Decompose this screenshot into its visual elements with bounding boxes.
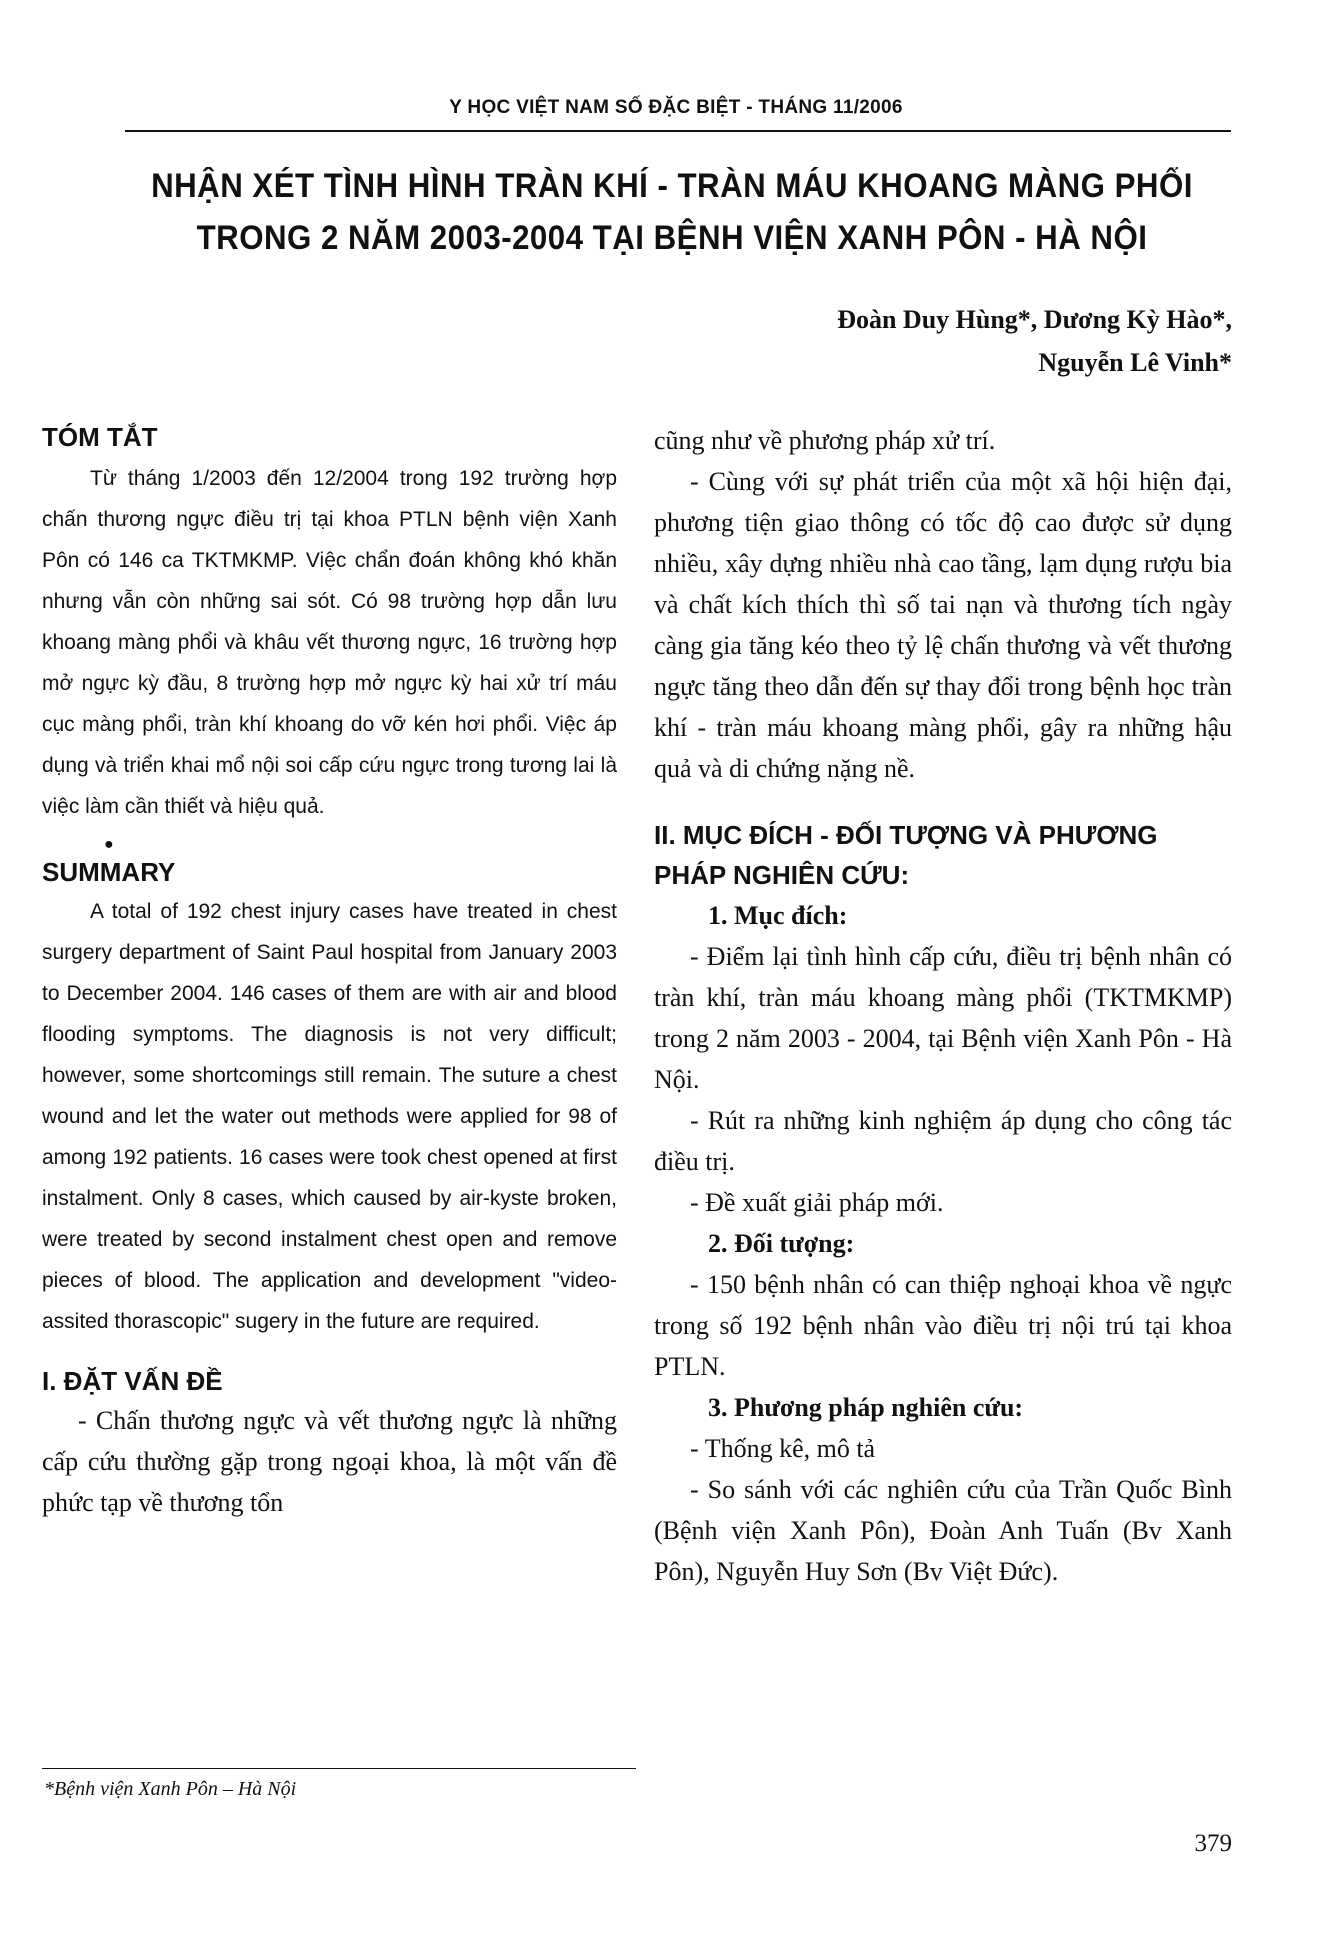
subsection-subjects-title: 2. Đối tượng:: [708, 1229, 855, 1258]
section-1-paragraph-1: - Chấn thương ngực và vết thương ngực là những cấp cứu thường gặp trong ngoại khoa, là một vấn đề phức tạp về thương tổn: [42, 1406, 617, 1517]
title-line-1: NHẬN XÉT TÌNH HÌNH TRÀN KHÍ - TRÀN MÁU KHOANG MÀNG PHỔI: [151, 167, 1193, 205]
objective-item-1: - Điểm lại tình hình cấp cứu, điều trị bệnh nhân có tràn khí, tràn máu khoang màng phổi (TKTMKMP) trong 2 năm 2003 - 2004, tại Bệnh viện Xanh Pôn - Hà Nội.: [654, 942, 1232, 1094]
footnote: *Bệnh viện Xanh Pôn – Hà Nội: [44, 1778, 297, 1800]
subjects-item-1: - 150 bệnh nhân có can thiệp nghoại khoa về ngực trong số 192 bệnh nhân vào điều trị nội trú tại khoa PTLN.: [654, 1270, 1232, 1381]
header-rule: [125, 130, 1231, 132]
authors-line-1: Đoàn Duy Hùng*, Dương Kỳ Hào*,: [837, 305, 1232, 334]
objective-item-3: - Đề xuất giải pháp mới.: [690, 1188, 944, 1217]
section-1-paragraph-2: - Cùng với sự phát triển của một xã hội hiện đại, phương tiện giao thông có tốc độ cao được sử dụng nhiều, xây dựng nhiều nhà cao tầng, lạm dụng rượu bia và chất kích thích thì số tai nạn và thương tích ngày càng gia tăng kéo theo tỷ lệ chấn thương và vết thương ngực tăng theo dẫn đến sự thay đổi trong bệnh học tràn khí - tràn máu khoang màng phổi, gây ra những hậu quả và di chứng nặng nề.: [654, 467, 1232, 783]
authors-line-2: Nguyễn Lê Vinh*: [1038, 348, 1232, 377]
journal-header: Y HỌC VIỆT NAM SỐ ĐẶC BIỆT - THÁNG 11/2006: [449, 97, 903, 118]
tom-tat-heading: TÓM TẮT: [42, 422, 158, 452]
methods-item-2: - So sánh với các nghiên cứu của Trần Quốc Bình (Bệnh viện Xanh Pôn), Đoàn Anh Tuấn (Bv Xanh Pôn), Nguyễn Huy Sơn (Bv Việt Đức).: [654, 1475, 1232, 1586]
methods-item-1: - Thống kê, mô tả: [690, 1434, 876, 1463]
subsection-objective-title: 1. Mục đích:: [708, 901, 848, 930]
article-title: [146, 160, 1198, 264]
section-2-heading: II. MỤC ĐÍCH - ĐỐI TƯỢNG VÀ PHƯƠNG PHÁP NGHIÊN CỨU:: [654, 820, 1158, 890]
objective-item-2: - Rút ra những kinh nghiệm áp dụng cho công tác điều trị.: [654, 1106, 1232, 1176]
right-column: [654, 420, 1232, 1592]
author-list: [632, 298, 1232, 384]
bullet-mark: ●: [104, 836, 114, 853]
summary-text: A total of 192 chest injury cases have treated in chest surgery department of Saint Paul hospital from January 2003 to December 2004. 146 cases of them are with air and blood flooding symptoms. The diagnosis is not very difficult; however, some shortcomings still remain. The suture a chest wound and let the water out methods were applied for 98 of among 192 patients. 16 cases were took chest opened at first instalment. Only 8 cases, which caused by air-kyste broken, were treated by second instalment chest open and remove pieces of blood. The application and development "video-assited thorascopic" sugery in the future are required.: [42, 900, 617, 1333]
left-column: [42, 420, 617, 1523]
section-1-heading: I. ĐẶT VẤN ĐỀ: [42, 1366, 223, 1396]
tom-tat-text: Từ tháng 1/2003 đến 12/2004 trong 192 trường hợp chấn thương ngực điều trị tại khoa PTLN bệnh viện Xanh Pôn có 146 ca TKTMKMP. Việc chẩn đoán không khó khăn nhưng vẫn còn những sai sót. Có 98 trường hợp dẫn lưu khoang màng phổi và khâu vết thương ngực, 16 trường hợp mở ngực kỳ đầu, 8 trường hợp mở ngực kỳ hai xử trí máu cục màng phổi, tràn khí khoang do vỡ kén hơi phổi. Việc áp dụng và triển khai mổ nội soi cấp cứu ngực trong tương lai là việc làm cần thiết và hiệu quả.: [42, 467, 617, 818]
title-line-2: TRONG 2 NĂM 2003-2004 TẠI BỆNH VIỆN XANH PÔN - HÀ NỘI: [196, 219, 1148, 257]
summary-heading: SUMMARY: [42, 857, 176, 887]
section-1-paragraph-1-continued: cũng như về phương pháp xử trí.: [654, 426, 996, 455]
page-number: 379: [1194, 1830, 1232, 1857]
subsection-methods-title: 3. Phương pháp nghiên cứu:: [708, 1393, 1024, 1422]
footnote-rule: [42, 1768, 636, 1769]
